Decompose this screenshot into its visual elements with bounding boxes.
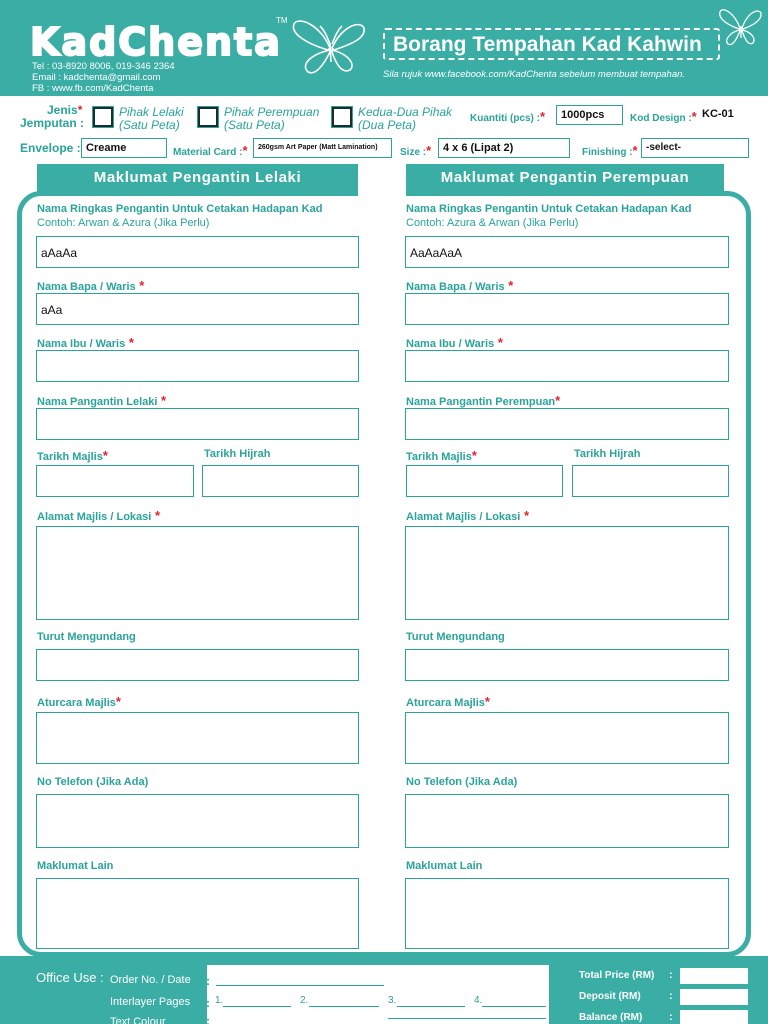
right-lain-field[interactable] [405,878,729,949]
kuantiti-label: Kuantiti (pcs) :* [470,109,546,124]
option-pihak-perempuan: Pihak Perempuan (Satu Peta) [224,105,320,132]
envelope-field[interactable]: Creame [81,138,167,158]
heading-pengantin-lelaki: Maklumat Pengantin Lelaki [37,164,358,192]
kuantiti-field[interactable]: 1000pcs [556,105,623,125]
left-lain-label: Maklumat Lain [37,860,114,872]
kod-design-field[interactable]: KC-01 [698,105,750,125]
office-use-title: Office Use : [36,970,104,985]
heading-pengantin-perempuan: Maklumat Pengantin Perempuan [406,164,724,192]
form-subtitle: Sila rujuk www.facebook.com/KadChenta sebelum membuat tempahan. [383,69,686,80]
contact-email: Email : kadchenta@gmail.com [32,72,161,83]
deposit-label: Deposit (RM) [579,991,641,1002]
total-colon: : [669,969,673,981]
deposit-colon: : [669,990,673,1002]
trademark: TM [276,16,288,25]
right-bapa-field[interactable] [405,293,729,325]
right-telefon-field[interactable] [405,794,729,848]
left-hijrah-field[interactable] [202,465,359,497]
right-turut-field[interactable] [405,649,729,681]
right-nama-ringkas-field[interactable]: AaAaAaA [405,236,729,268]
left-tarikh-field[interactable] [36,465,194,497]
contact-tel: Tel : 03-8920 8006, 019-346 2364 [32,61,175,72]
order-colon: : [206,974,210,988]
left-ibu-field[interactable] [36,350,359,382]
interlayer-line-1[interactable] [223,1006,291,1007]
total-price-field[interactable] [680,968,748,984]
left-lain-field[interactable] [36,878,359,949]
right-tarikh-field[interactable] [406,465,563,497]
right-aturcara-field[interactable] [405,712,729,764]
right-telefon-label: No Telefon (Jika Ada) [406,776,518,788]
right-alamat-field[interactable] [405,526,729,620]
right-nama-ringkas-label: Nama Ringkas Pengantin Untuk Cetakan Hadapan Kad [406,203,692,215]
office-use-area [207,965,549,1024]
text-colour-line[interactable] [388,1018,546,1019]
left-ibu-label: Nama Ibu / Waris * [37,335,134,350]
checkbox-pihak-perempuan[interactable] [198,107,218,127]
left-hijrah-label: Tarikh Hijrah [204,448,271,460]
right-hijrah-field[interactable] [572,465,729,497]
left-aturcara-field[interactable] [36,712,359,764]
right-aturcara-label: Aturcara Majlis* [406,694,490,709]
interlayer-colon: : [206,996,210,1010]
left-nama-ringkas-note: Contoh: Arwan & Azura (Jika Perlu) [37,217,210,229]
page-header [0,0,768,96]
panel-gap [358,186,406,198]
option-kedua-dua: Kedua-Dua Pihak (Dua Peta) [358,105,453,132]
contact-fb: FB : www.fb.com/KadChenta [32,83,154,94]
right-nama-ringkas-note: Contoh: Azura & Arwan (Jika Perlu) [406,217,579,229]
interlayer-line-4[interactable] [482,1006,546,1007]
envelope-label: Envelope : [20,141,81,155]
kod-design-label: Kod Design :* [630,109,697,124]
order-no-label: Order No. / Date [110,974,191,986]
left-aturcara-label: Aturcara Majlis* [37,694,121,709]
right-alamat-label: Alamat Majlis / Lokasi * [406,508,530,523]
balance-colon: : [669,1011,673,1023]
left-telefon-label: No Telefon (Jika Ada) [37,776,149,788]
deposit-field[interactable] [680,989,748,1005]
left-turut-field[interactable] [36,649,359,681]
right-ibu-label: Nama Ibu / Waris * [406,335,503,350]
right-turut-label: Turut Mengundang [406,631,505,643]
interlayer-label: Interlayer Pages [110,996,191,1008]
interlayer-num-4: 4. [474,995,483,1006]
form-title: Borang Tempahan Kad Kahwin [383,28,720,60]
left-nama-ringkas-label: Nama Ringkas Pengantin Untuk Cetakan Hadapan Kad [37,203,323,215]
material-card-label: Material Card :* [173,143,248,158]
right-bapa-label: Nama Bapa / Waris * [406,278,514,293]
right-tarikh-label: Tarikh Majlis* [406,448,477,463]
text-colour-label: Text Colour [110,1016,166,1024]
left-bapa-label: Nama Bapa / Waris * [37,278,145,293]
option-pihak-lelaki: Pihak Lelaki (Satu Peta) [119,105,184,132]
interlayer-line-3[interactable] [397,1006,465,1007]
left-alamat-label: Alamat Majlis / Lokasi * [37,508,161,523]
right-hijrah-label: Tarikh Hijrah [574,448,641,460]
right-pengantin-field[interactable] [405,408,729,440]
size-select[interactable]: 4 x 6 (Lipat 2) [438,138,570,158]
right-pengantin-label: Nama Pangantin Perempuan* [406,393,561,408]
butterfly-icon [718,4,764,48]
interlayer-num-2: 2. [300,995,309,1006]
left-nama-ringkas-field[interactable]: aAaAa [36,236,359,268]
right-ibu-field[interactable] [405,350,729,382]
jenis-label: Jenis* [47,103,83,117]
left-tarikh-label: Tarikh Majlis* [37,448,108,463]
left-pengantin-label: Nama Pangantin Lelaki * [37,393,167,408]
checkbox-kedua-dua[interactable] [332,107,352,127]
finishing-select[interactable]: -select- [641,138,749,158]
finishing-label: Finishing :* [582,143,638,158]
butterfly-icon [290,14,370,76]
interlayer-num-3: 3. [388,995,397,1006]
right-lain-label: Maklumat Lain [406,860,483,872]
left-alamat-field[interactable] [36,526,359,620]
total-price-label: Total Price (RM) [579,970,655,981]
balance-label: Balance (RM) [579,1012,643,1023]
interlayer-line-2[interactable] [309,1006,379,1007]
logo: KadChenta [30,20,282,64]
left-turut-label: Turut Mengundang [37,631,136,643]
size-label: Size :* [400,143,432,158]
interlayer-num-1: 1. [215,995,224,1006]
order-no-line[interactable] [216,985,384,986]
material-card-field[interactable]: 260gsm Art Paper (Matt Lamination) [253,138,392,158]
left-pengantin-field[interactable] [36,408,359,440]
jemputan-label: Jemputan : [20,116,85,130]
balance-field[interactable] [680,1010,748,1024]
checkbox-pihak-lelaki[interactable] [93,107,113,127]
text-colour-colon: : [206,1014,210,1024]
left-bapa-field[interactable]: aAa [36,293,359,325]
left-telefon-field[interactable] [36,794,359,848]
